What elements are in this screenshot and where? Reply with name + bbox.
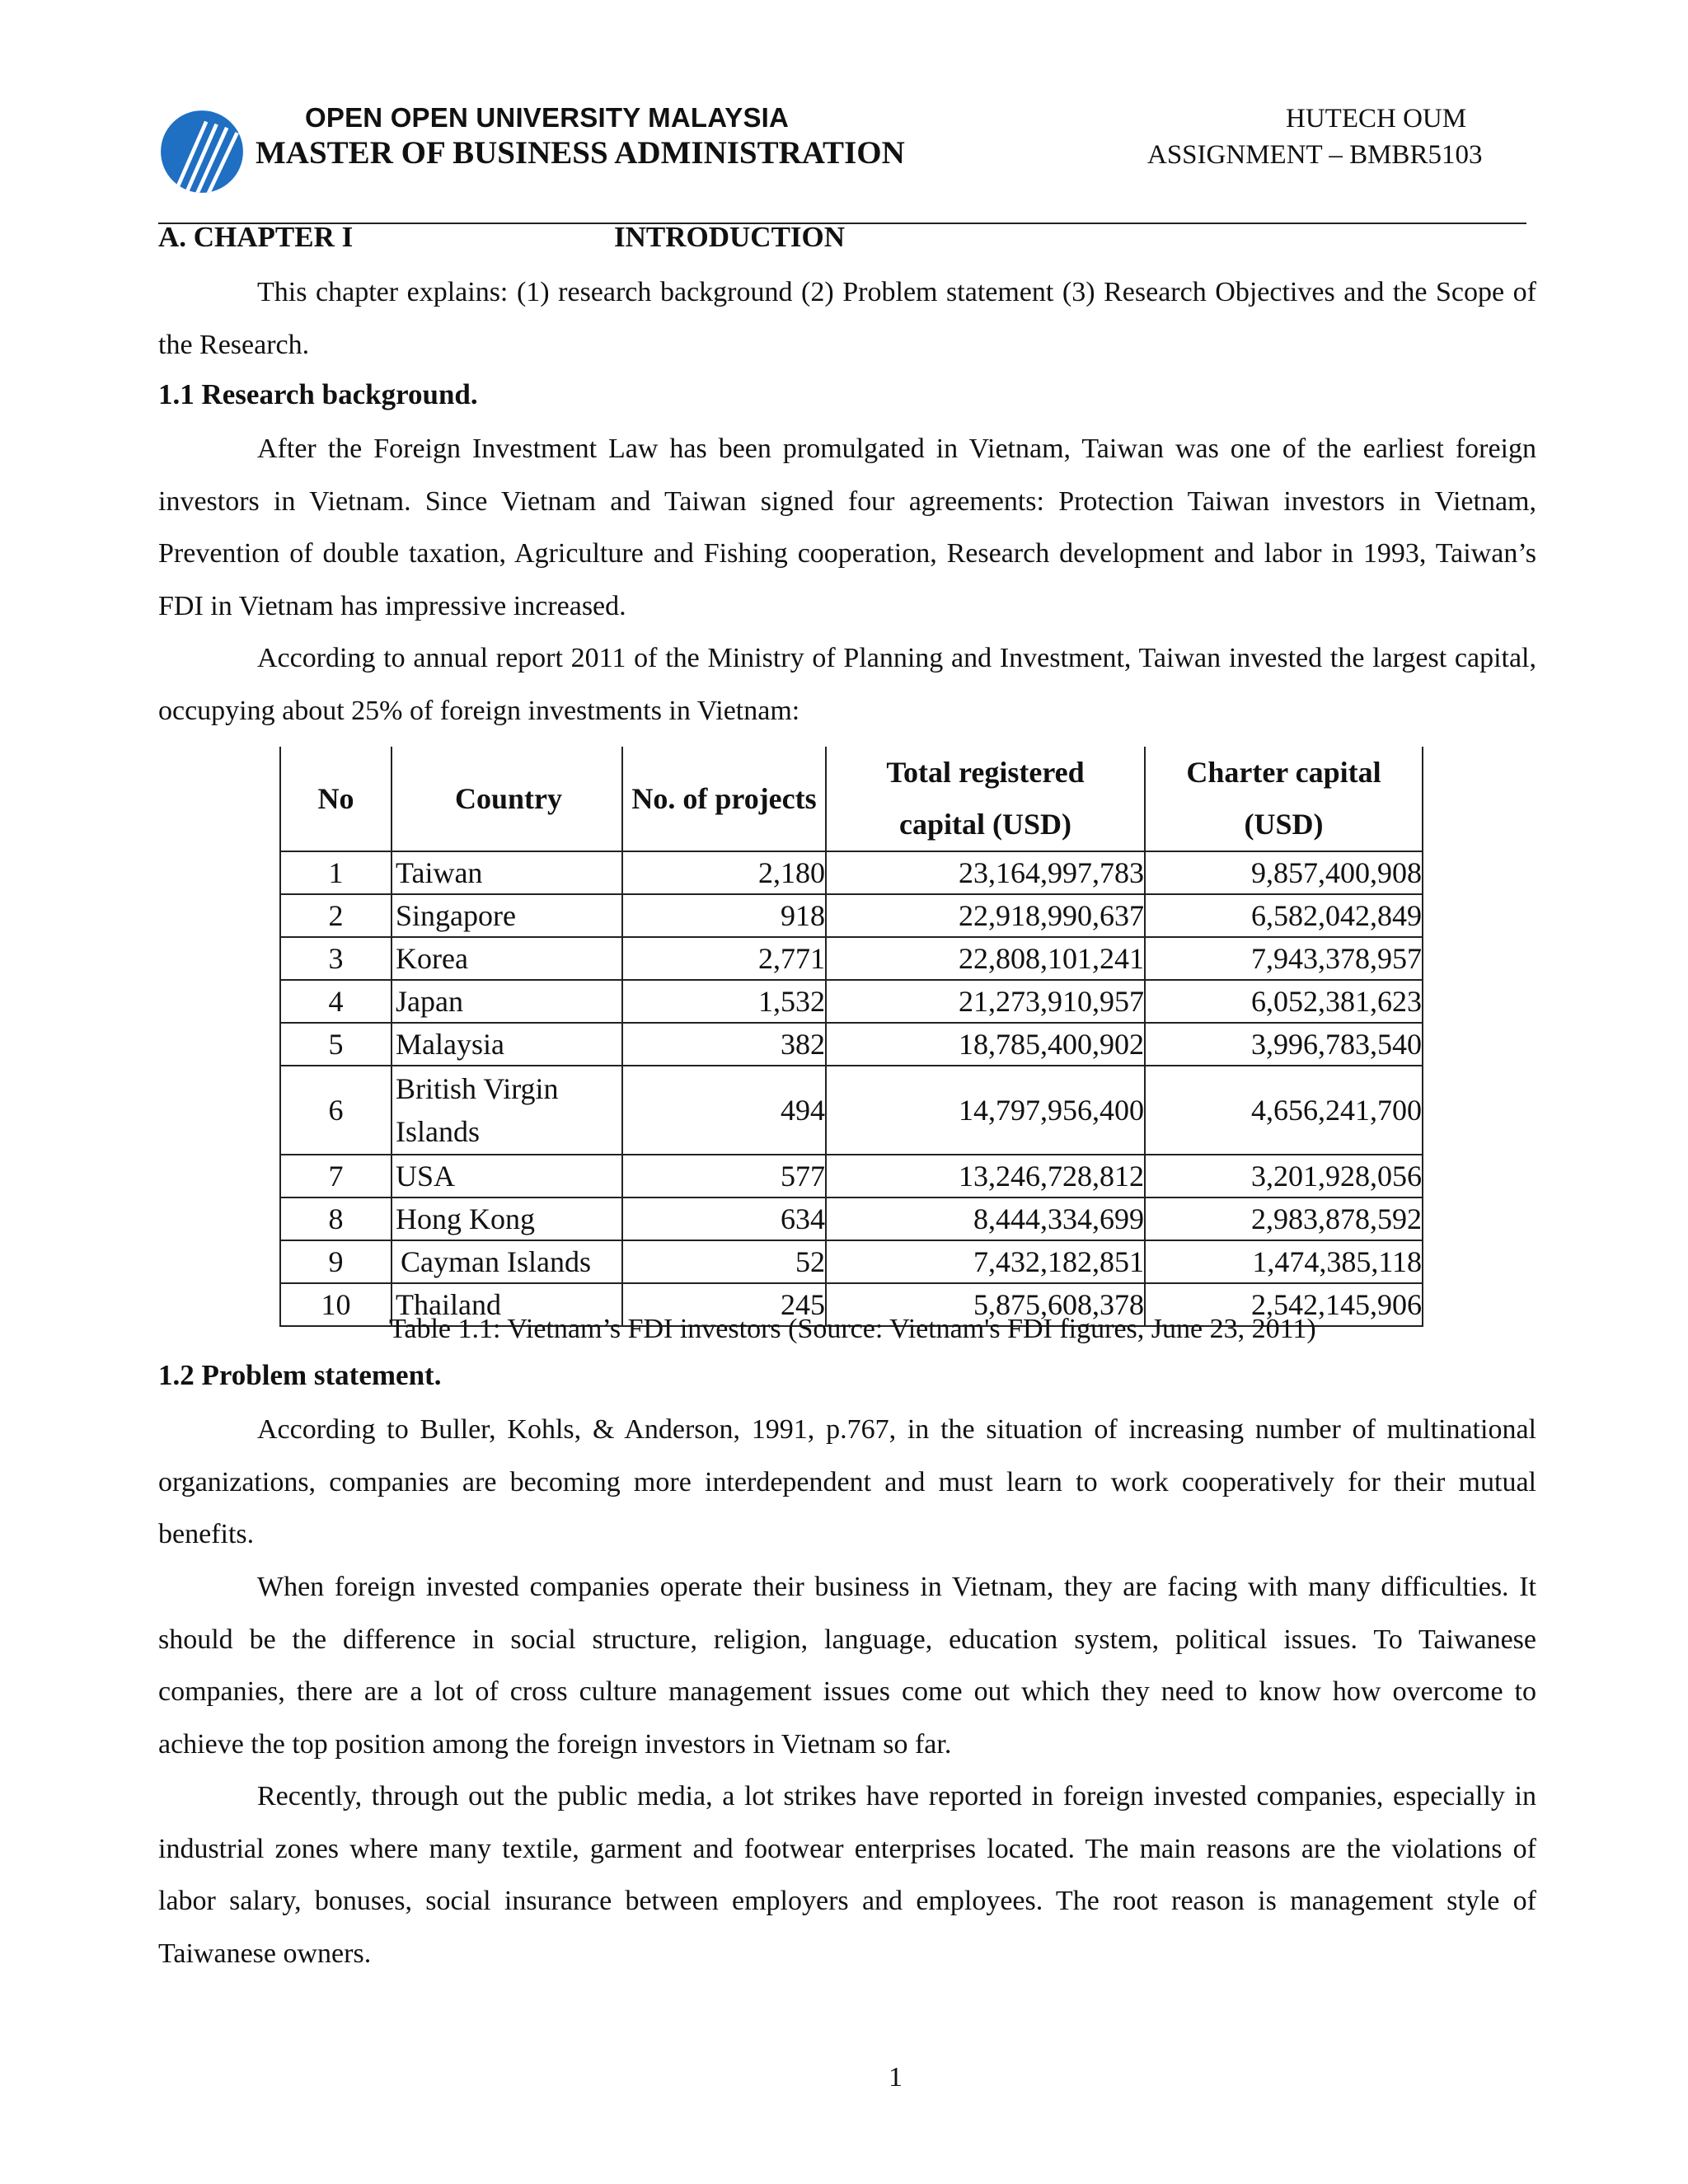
cell-country: Hong Kong (392, 1197, 622, 1240)
university-name: OPEN OPEN UNIVERSITY MALAYSIA (305, 102, 790, 133)
cell-projects: 2,771 (622, 937, 826, 980)
section-heading-problem-statement: 1.2 Problem statement. (158, 1359, 442, 1391)
cell-total: 22,918,990,637 (826, 894, 1145, 937)
cell-charter: 3,201,928,056 (1145, 1155, 1423, 1197)
table-header-row (280, 747, 1423, 851)
cell-total: 23,164,997,783 (826, 851, 1145, 894)
assignment-code: ASSIGNMENT – BMBR5103 (1147, 140, 1483, 170)
cell-projects: 1,532 (622, 980, 826, 1023)
cell-no: 1 (280, 851, 392, 894)
cell-charter: 3,996,783,540 (1145, 1023, 1423, 1066)
cell-projects: 494 (622, 1066, 826, 1155)
header-country: Country (392, 747, 622, 851)
header-total-line1: Total registered (886, 756, 1085, 789)
cell-total: 14,797,956,400 (826, 1066, 1145, 1155)
cell-projects: 918 (622, 894, 826, 937)
cell-no: 6 (280, 1066, 392, 1155)
cell-charter: 4,656,241,700 (1145, 1066, 1423, 1155)
table-row (280, 980, 1423, 1023)
cell-projects: 382 (622, 1023, 826, 1066)
cell-projects: 2,180 (622, 851, 826, 894)
university-logo-icon (159, 109, 245, 194)
cell-country: Korea (392, 937, 622, 980)
cell-no: 8 (280, 1197, 392, 1240)
cell-country: Singapore (392, 894, 622, 937)
chapter-intro-paragraph: This chapter explains: (1) research background (2) Problem statement (3) Research Objectives and the Scope of the Research. (158, 277, 1536, 360)
fdi-investors-table (279, 747, 1423, 1327)
cell-no: 7 (280, 1155, 392, 1197)
research-background-paragraph: After the Foreign Investment Law has been promulgated in Vietnam, Taiwan was one of the earliest foreign investors in Vietnam. Since Vietnam and Taiwan signed four agreements: Protection Taiwan investors in Vietnam, Prevention of double taxation, Agriculture and Fishing cooperation, Research development and labor in 1993, Taiwan’s FDI in Vietnam has impressive increased. (158, 434, 1536, 621)
cell-country: British Virgin Islands (392, 1066, 622, 1155)
cell-charter: 6,052,381,623 (1145, 980, 1423, 1023)
cell-country: Malaysia (392, 1023, 622, 1066)
cell-no: 4 (280, 980, 392, 1023)
cell-no: 10 (280, 1283, 392, 1326)
table-row (280, 1023, 1423, 1066)
cell-charter: 1,474,385,118 (1145, 1240, 1423, 1283)
cell-projects: 52 (622, 1240, 826, 1283)
cell-no: 3 (280, 937, 392, 980)
cell-total: 5,875,608,378 (826, 1283, 1145, 1326)
problem-statement-paragraph-1: According to Buller, Kohls, & Anderson, 1991, p.767, in the situation of increasing number of multinational organizations, companies are becoming more interdependent and must learn to work cooperatively for their mutual benefits. (158, 1414, 1536, 1549)
institution-label: HUTECH OUM (1286, 104, 1467, 134)
header-no: No (280, 747, 392, 851)
chapter-label: A. CHAPTER I (158, 221, 354, 253)
cell-total: 13,246,728,812 (826, 1155, 1145, 1197)
header-projects: No. of projects (622, 747, 826, 851)
cell-total: 7,432,182,851 (826, 1240, 1145, 1283)
table-row (280, 937, 1423, 980)
chapter-title: INTRODUCTION (614, 221, 846, 253)
problem-statement-paragraph-2: When foreign invested companies operate their business in Vietnam, they are facing with many difficulties. It should be the difference in social structure, religion, language, education system, political issues. To Taiwanese companies, there are a lot of cross culture management issues come out which they need to know how overcome to achieve the top position among the foreign investors in Vietnam so far. (158, 1572, 1536, 1760)
cell-country: USA (392, 1155, 622, 1197)
cell-charter: 2,542,145,906 (1145, 1283, 1423, 1326)
cell-country: Thailand (392, 1283, 622, 1326)
cell-projects: 634 (622, 1197, 826, 1240)
header-total-line2: capital (USD) (899, 808, 1071, 841)
table-row (280, 1155, 1423, 1197)
cell-charter: 6,582,042,849 (1145, 894, 1423, 937)
problem-statement-paragraph-3: Recently, through out the public media, a lot strikes have reported in foreign invested companies, especially in industrial zones where many textile, garment and footwear enterprises located. The main reasons are the violations of labor salary, bonuses, social insurance between employers and employees. The root reason is management style of Taiwanese owners. (158, 1781, 1536, 1969)
cell-total: 21,273,910,957 (826, 980, 1145, 1023)
cell-charter: 9,857,400,908 (1145, 851, 1423, 894)
page-number: 1 (889, 2062, 903, 2093)
table-row (280, 1066, 1423, 1155)
cell-country: Cayman Islands (392, 1240, 622, 1283)
cell-total: 8,444,334,699 (826, 1197, 1145, 1240)
header-charter-capital (1145, 747, 1423, 851)
cell-no: 9 (280, 1240, 392, 1283)
annual-report-paragraph: According to annual report 2011 of the Ministry of Planning and Investment, Taiwan invested the largest capital, occupying about 25% of foreign investments in Vietnam: (158, 643, 1536, 726)
table-row (280, 1240, 1423, 1283)
header-charter-line2: (USD) (1244, 808, 1324, 841)
chapter-heading (158, 221, 846, 254)
table-caption: Table 1.1: Vietnam’s FDI investors (Source: Vietnam's FDI figures, June 23, 2011) (389, 1314, 1316, 1344)
table-row (280, 1197, 1423, 1240)
cell-total: 18,785,400,902 (826, 1023, 1145, 1066)
cell-country: Taiwan (392, 851, 622, 894)
cell-country: Japan (392, 980, 622, 1023)
cell-charter: 7,943,378,957 (1145, 937, 1423, 980)
table-row (280, 894, 1423, 937)
header-charter-line1: Charter capital (1186, 756, 1381, 789)
cell-total: 22,808,101,241 (826, 937, 1145, 980)
header-total-registered (826, 747, 1145, 851)
program-title: MASTER OF BUSINESS ADMINISTRATION (256, 135, 905, 171)
cell-charter: 2,983,878,592 (1145, 1197, 1423, 1240)
cell-no: 2 (280, 894, 392, 937)
section-heading-research-background: 1.1 Research background. (158, 378, 478, 410)
cell-no: 5 (280, 1023, 392, 1066)
cell-projects: 245 (622, 1283, 826, 1326)
table-row (280, 851, 1423, 894)
cell-projects: 577 (622, 1155, 826, 1197)
